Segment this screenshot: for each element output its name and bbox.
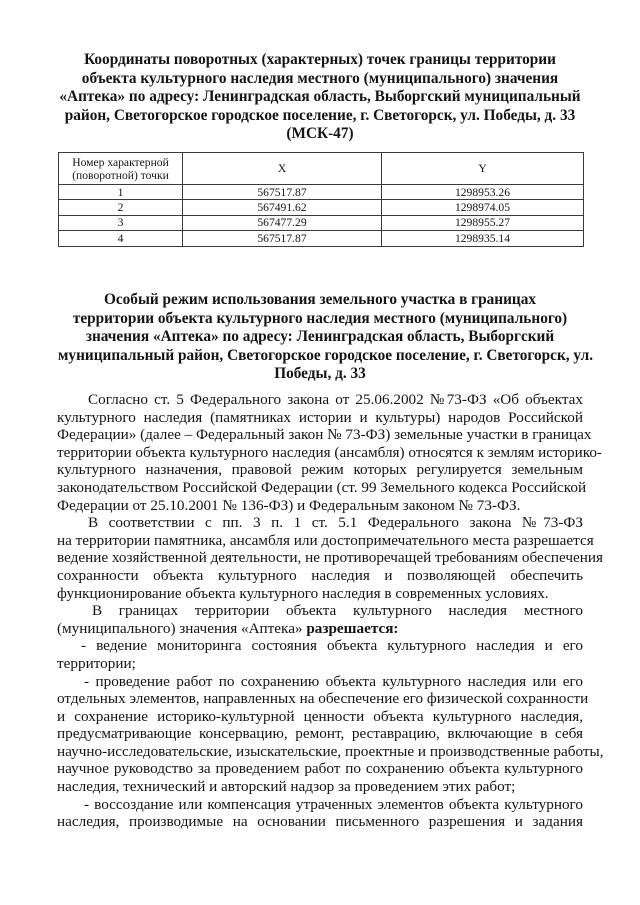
list-item-monitoring <box>57 637 583 672</box>
text-line: научное руководство за проведением работ по сохранению объекта культурного <box>57 760 583 778</box>
title-line: значения «Аптека» по адресу: Ленинградская область, Выборгский <box>85 328 555 346</box>
header-y: Y <box>382 153 584 185</box>
text-line: ведение хозяйственной деятельности, не противоречащей требованиям обеспечения <box>57 549 603 567</box>
paragraph-permitted-intro <box>57 602 583 637</box>
special-regime-title <box>58 291 594 384</box>
cell-y: 1298974.05 <box>382 200 584 215</box>
coordinates-title <box>58 51 582 144</box>
text-line: сохранности объекта культурного наследия и позволяющей обеспечить <box>57 566 583 584</box>
list-item-preservation-works <box>57 672 604 796</box>
text-line: территории; <box>57 654 136 672</box>
cell-x: 567517.87 <box>183 231 382 246</box>
cell-y: 1298935.14 <box>382 231 584 246</box>
text-line: территории объекта культурного наследия (ансамбля) относятся к землям историко- <box>57 443 602 461</box>
cell-point: 4 <box>59 231 183 246</box>
text-line: - ведение мониторинга состояния объекта культурного наследия и его <box>81 637 583 655</box>
body-text <box>57 391 604 831</box>
text-line: научно-исследовательские, изыскательские, проектные и производственные работы, <box>57 742 604 760</box>
paragraph-economic-activity <box>57 514 603 602</box>
list-item-reconstruction <box>57 796 583 831</box>
cell-point: 1 <box>59 185 183 200</box>
header-x: X <box>183 153 382 185</box>
text-line: - воссоздание или компенсация утраченных элементов объекта культурного <box>84 795 583 813</box>
table-row <box>59 200 584 215</box>
text-line: В соответствии с пп. 3 п. 1 ст. 5.1 Федерального закона №73-ФЗ <box>88 514 583 532</box>
text-line: наследия, производимые на основании письменного разрешения и задания <box>57 813 583 831</box>
text-line <box>57 620 583 638</box>
title-line: «Аптека» по адресу: Ленинградская область, Выборгский муниципальный <box>59 88 581 106</box>
text-line: на территории памятника, ансамбля или достопримечательного места разрешается <box>57 531 594 549</box>
cell-point: 2 <box>59 200 183 215</box>
cell-y: 1298953.26 <box>382 185 584 200</box>
title-line: Координаты поворотных (характерных) точек границы территории <box>84 51 556 68</box>
title-line: территории объекта культурного наследия местного (муниципального) <box>72 309 568 327</box>
text-line: предусматривающие консервацию, ремонт, реставрацию, включающие в себя <box>57 725 583 743</box>
text-line: наследия, технический и авторский надзор за проведением этих работ; <box>57 778 516 796</box>
coordinates-table <box>58 152 584 247</box>
text-line: - проведение работ по сохранению объекта культурного наследия или его <box>84 672 583 690</box>
text-line: и сохранение историко-культурной ценности объекта культурного наследия, <box>57 707 583 725</box>
text-line: функционирование объекта культурного наследия в современных условиях. <box>57 584 549 602</box>
cell-x: 567477.29 <box>183 215 382 230</box>
table-header-row <box>59 153 584 185</box>
title-line: (МСК-47) <box>286 125 354 143</box>
cell-x: 567491.62 <box>183 200 382 215</box>
text-line: Федерации от 25.10.2001 № 136-ФЗ) и Федеральным законом № 73-ФЗ. <box>57 496 521 514</box>
text-line: культурного назначения, правовой режим которых регулируется земельным <box>57 461 583 479</box>
text-line: законодательством Российской Федерации (ст. 99 Земельного кодекса Российской <box>57 478 587 496</box>
text-line: культурного наследия (памятниках истории и культуры) народов Российской <box>57 408 583 426</box>
title-line: муниципальный район, Светогорское городское поселение, г. Светогорск, ул. <box>58 346 594 364</box>
cell-y: 1298955.27 <box>382 215 584 230</box>
permitted-keyword: разрешается: <box>306 619 399 637</box>
cell-x: 567517.87 <box>183 185 382 200</box>
title-line: Особый режим использования земельного участка в границах <box>103 291 537 308</box>
title-line: Победы, д. 33 <box>274 365 366 383</box>
text-line: В границах территории объекта культурного наследия местного <box>92 602 583 620</box>
paragraph-federal-law <box>57 391 602 514</box>
cell-point: 3 <box>59 215 183 230</box>
text-line: Федерации» (далее – Федеральный закон № 73-ФЗ) земельные участки в границах <box>57 426 592 444</box>
table-row <box>59 231 584 246</box>
text-line: Согласно ст. 5 Федерального закона от 25.06.2002 №73-ФЗ «Об объектах <box>88 391 583 408</box>
header-point-number: Номер характерной (поворотной) точки <box>59 153 183 185</box>
title-line: район, Светогорское городское поселение, г. Светогорск, ул. Победы, д. 33 <box>64 106 576 124</box>
text-line: отдельных элементов, направленных на обеспечение его физической сохранности <box>57 690 589 708</box>
table-row <box>59 185 584 200</box>
title-line: объекта культурного наследия местного (муниципального) значения <box>81 69 559 87</box>
permitted-intro-text: (муниципального) значения «Аптека» <box>57 619 307 637</box>
table-row <box>59 215 584 230</box>
